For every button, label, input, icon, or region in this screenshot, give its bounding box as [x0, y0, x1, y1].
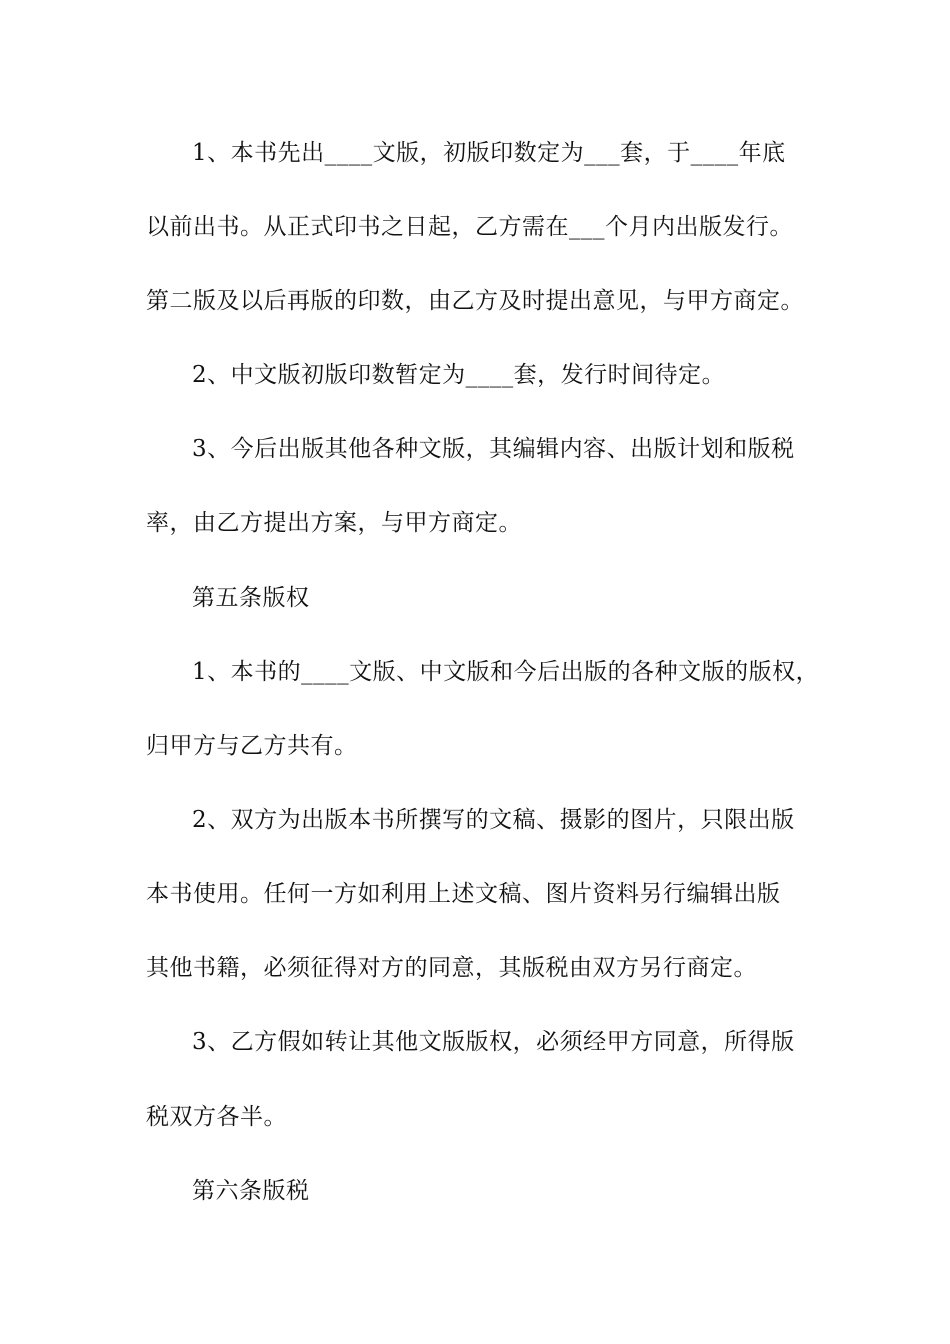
clause-5-item-2-line-3: 其他书籍，必须征得对方的同意，其版税由双方另行商定。: [146, 955, 757, 981]
clause-5-item-3-line-1: 3、乙方假如转让其他文版版权，必须经甲方同意，所得版: [192, 1029, 795, 1055]
clause-4-item-3-line-2: 率，由乙方提出方案，与甲方商定。: [146, 510, 522, 536]
clause-4-item-2: 2、中文版初版印数暂定为____套，发行时间待定。: [192, 362, 726, 388]
section-heading-royalty: 第六条版税: [192, 1178, 310, 1204]
clause-5-item-2-line-1: 2、双方为出版本书所撰写的文稿、摄影的图片，只限出版: [192, 807, 795, 833]
clause-5-item-2-line-2: 本书使用。任何一方如利用上述文稿、图片资料另行编辑出版: [146, 881, 781, 907]
clause-4-item-3-line-1: 3、今后出版其他各种文版，其编辑内容、出版计划和版税: [192, 436, 795, 462]
clause-5-item-1-line-2: 归甲方与乙方共有。: [146, 733, 358, 759]
clause-5-item-3-line-2: 税双方各半。: [146, 1104, 287, 1130]
clause-4-item-1-line-1: 1、本书先出____文版，初版印数定为___套，于____年底: [192, 140, 786, 166]
clause-5-item-1-line-1: 1、本书的____文版、中文版和今后出版的各种文版的版权，: [192, 659, 820, 685]
section-heading-copyright: 第五条版权: [192, 585, 310, 611]
clause-4-item-1-line-3: 第二版及以后再版的印数，由乙方及时提出意见，与甲方商定。: [146, 288, 804, 314]
clause-4-item-1-line-2: 以前出书。从正式印书之日起，乙方需在___个月内出版发行。: [146, 214, 793, 240]
